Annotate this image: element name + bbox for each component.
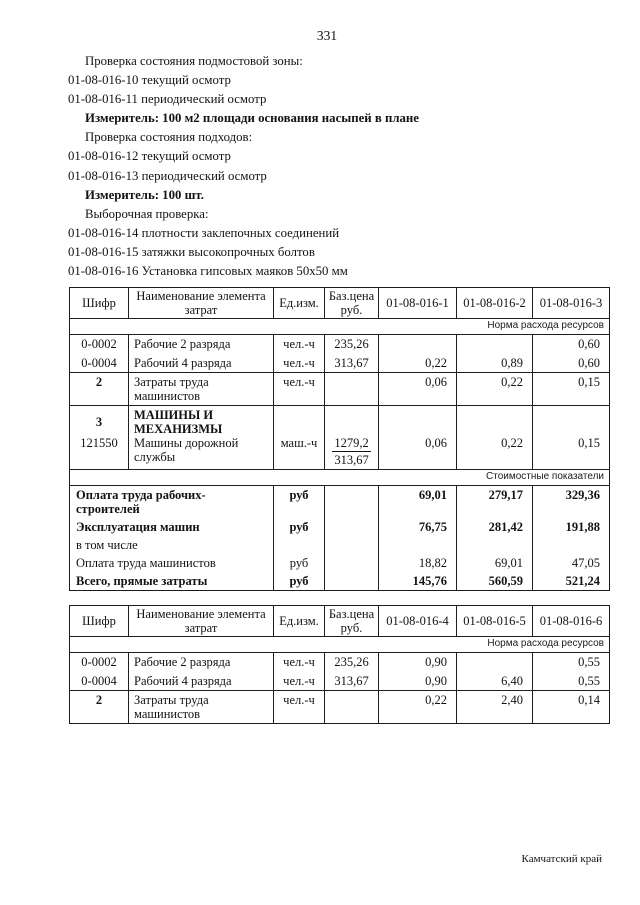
cell-value-3: 0,60 [533, 335, 610, 354]
section-code: 3 [95, 415, 103, 429]
norm-band-label: Норма расхода ресурсов [70, 637, 610, 653]
table-row-cost [70, 518, 610, 536]
cell-base-price [325, 691, 379, 724]
cell-unit [274, 406, 325, 470]
cell-value-1 [379, 536, 457, 554]
intro-line: 01-08-016-16 Установка гипсовых маяков 50x50 мм [68, 264, 348, 279]
cell-base-price: 313,67 [325, 354, 379, 373]
cell-empty [325, 536, 379, 554]
cell-empty [325, 554, 379, 572]
table-row-cost [70, 486, 610, 519]
cell-unit [274, 536, 325, 554]
region-label: Камчатский край [521, 853, 602, 865]
cell-value-2: 69,01 [457, 554, 533, 572]
table-row-machinists [70, 691, 610, 724]
cell-value-2: 0,89 [457, 354, 533, 373]
intro-line: 01-08-016-11 периодический осмотр [68, 92, 267, 107]
col-header-base-price: Баз.цена руб. [325, 288, 379, 319]
cell-code: 2 [70, 691, 129, 724]
cell-unit: чел.-ч [274, 653, 325, 672]
cell-value-2: 0,22 [457, 373, 533, 406]
cost-band-label: Стоимостные показатели [70, 470, 610, 486]
cell-name [129, 406, 274, 470]
cell-value-3: 329,36 [533, 486, 610, 519]
table-row-machines-group [70, 406, 610, 470]
estimate-table-2 [69, 605, 610, 724]
cell-base-price: 313,67 [325, 672, 379, 691]
intro-line: 01-08-016-15 затяжки высокопрочных болтов [68, 244, 315, 259]
cell-value-1: 76,75 [379, 518, 457, 536]
cell-unit: чел.-ч [274, 373, 325, 406]
intro-line-measure: Измеритель: 100 шт. [85, 187, 204, 202]
intro-text-block [68, 54, 612, 283]
resource-name: Машины дорожной службы [134, 436, 239, 464]
cell-cost-name: Всего, прямые затраты [76, 574, 208, 588]
cell-unit: руб [274, 486, 325, 519]
table-row-cost-total [70, 572, 610, 591]
page-number: 331 [316, 28, 338, 43]
table-row-worker [70, 653, 610, 672]
cell-value-2 [457, 335, 533, 354]
col-header-unit: Ед.изм. [274, 606, 325, 637]
value: 0,06 [425, 436, 447, 450]
table-row-worker [70, 335, 610, 354]
intro-line: 01-08-016-13 периодический осмотр [68, 168, 267, 183]
table-row-worker [70, 354, 610, 373]
cell-base-price: 235,26 [325, 335, 379, 354]
cell-name: Затраты труда машинистов [129, 373, 274, 406]
cell-name: Затраты труда машинистов [129, 691, 274, 724]
col-header-code: Шифр [82, 614, 116, 628]
cell-unit: руб [274, 572, 325, 591]
col-header-name: Наименование элемента затрат [129, 606, 274, 637]
cell-code: 0-0004 [81, 355, 117, 370]
table-row-machinists [70, 373, 610, 406]
cell-cost-name: Оплата труда рабочих-строителей [76, 488, 206, 516]
table-header-row [70, 606, 610, 637]
cell-code: 0-0002 [70, 653, 129, 672]
cell-value-1: 0,22 [379, 691, 457, 724]
cell-value-3 [533, 406, 610, 470]
cell-value-2 [457, 406, 533, 470]
col-header-code: Шифр [82, 296, 116, 310]
section-title: МАШИНЫ И МЕХАНИЗМЫ [134, 408, 223, 436]
value: 0,22 [501, 436, 523, 450]
cell-base-price [325, 406, 379, 470]
table-row-cost [70, 536, 610, 554]
cell-name: Рабочие 2 разряда [129, 653, 274, 672]
table-header-row [70, 288, 610, 319]
norm-band-row [70, 637, 610, 653]
cell-value-3: 0,60 [533, 354, 610, 373]
cell-unit: чел.-ч [274, 691, 325, 724]
cell-value-1 [379, 406, 457, 470]
col-header-base-price: Баз.цена руб. [325, 606, 379, 637]
cell-unit: чел.-ч [274, 672, 325, 691]
estimate-table-1 [69, 287, 610, 591]
col-header-norm-2: 01-08-016-2 [457, 288, 533, 319]
col-header-norm-3: 01-08-016-3 [533, 288, 610, 319]
value: 0,15 [578, 436, 600, 450]
cell-empty [325, 486, 379, 519]
cell-empty [325, 572, 379, 591]
intro-line: 01-08-016-14 плотности заклепочных соединений [68, 225, 340, 240]
cell-value-3: 0,55 [533, 672, 610, 691]
cell-value-3: 0,14 [533, 691, 610, 724]
fraction-numerator: 1279,2 [334, 436, 369, 450]
norm-band-row [70, 319, 610, 335]
cell-unit: руб [274, 518, 325, 536]
cell-value-1: 0,90 [379, 672, 457, 691]
fraction-denominator: 313,67 [334, 453, 369, 467]
table-row-worker [70, 672, 610, 691]
cell-value-2 [457, 536, 533, 554]
col-header-name: Наименование элемента затрат [129, 288, 274, 319]
cell-base-price [325, 373, 379, 406]
cell-base-price: 235,26 [325, 653, 379, 672]
norm-band-label: Норма расхода ресурсов [70, 319, 610, 335]
resource-code: 121550 [80, 436, 118, 450]
resource-unit: маш.-ч [280, 436, 318, 450]
intro-line-measure: Измеритель: 100 м2 площади основания насыпей в плане [85, 111, 419, 126]
cell-value-1: 0,22 [379, 354, 457, 373]
cell-value-3: 47,05 [533, 554, 610, 572]
cell-value-3: 191,88 [533, 518, 610, 536]
intro-line: Проверка состояния подмостовой зоны: [85, 54, 303, 68]
cell-name: Рабочий 4 разряда [129, 672, 274, 691]
cell-value-3: 0,15 [533, 373, 610, 406]
cell-name: Рабочие 2 разряда [129, 335, 274, 354]
cell-name: Рабочий 4 разряда [129, 354, 274, 373]
cell-unit: чел.-ч [274, 335, 325, 354]
intro-line: 01-08-016-10 текущий осмотр [68, 73, 231, 88]
cell-value-1: 0,90 [379, 653, 457, 672]
cell-value-1: 69,01 [379, 486, 457, 519]
cell-value-1 [379, 335, 457, 354]
cell-value-1: 145,76 [379, 572, 457, 591]
col-header-norm-4: 01-08-016-4 [379, 606, 457, 637]
cell-value-3 [533, 536, 610, 554]
cell-code: 0-0004 [81, 673, 117, 688]
cell-value-1: 0,06 [379, 373, 457, 406]
cell-value-2: 2,40 [457, 691, 533, 724]
col-header-norm-5: 01-08-016-5 [457, 606, 533, 637]
col-header-unit: Ед.изм. [274, 288, 325, 319]
cell-code: 2 [70, 373, 129, 406]
base-price-fraction [332, 436, 370, 467]
cost-band-row [70, 470, 610, 486]
cell-value-2: 279,17 [457, 486, 533, 519]
col-header-norm-6: 01-08-016-6 [533, 606, 610, 637]
cell-value-2: 6,40 [457, 672, 533, 691]
cell-value-2: 281,42 [457, 518, 533, 536]
cell-empty [325, 518, 379, 536]
cell-cost-name: Оплата труда машинистов [76, 556, 216, 570]
cell-cost-name: Эксплуатация машин [76, 520, 200, 534]
cell-value-2 [457, 653, 533, 672]
intro-line: 01-08-016-12 текущий осмотр [68, 149, 231, 164]
cell-value-3: 0,55 [533, 653, 610, 672]
table-row-cost [70, 554, 610, 572]
cell-value-2: 560,59 [457, 572, 533, 591]
cell-unit: чел.-ч [274, 354, 325, 373]
intro-line: Выборочная проверка: [85, 206, 209, 221]
intro-line: Проверка состояния подходов: [85, 130, 253, 145]
cell-code [70, 406, 129, 470]
col-header-norm-1: 01-08-016-1 [379, 288, 457, 319]
cell-value-3: 521,24 [533, 572, 610, 591]
cell-code: 0-0002 [70, 335, 129, 354]
cell-unit: руб [274, 554, 325, 572]
cell-value-1: 18,82 [379, 554, 457, 572]
cell-cost-name: в том числе [76, 538, 138, 552]
